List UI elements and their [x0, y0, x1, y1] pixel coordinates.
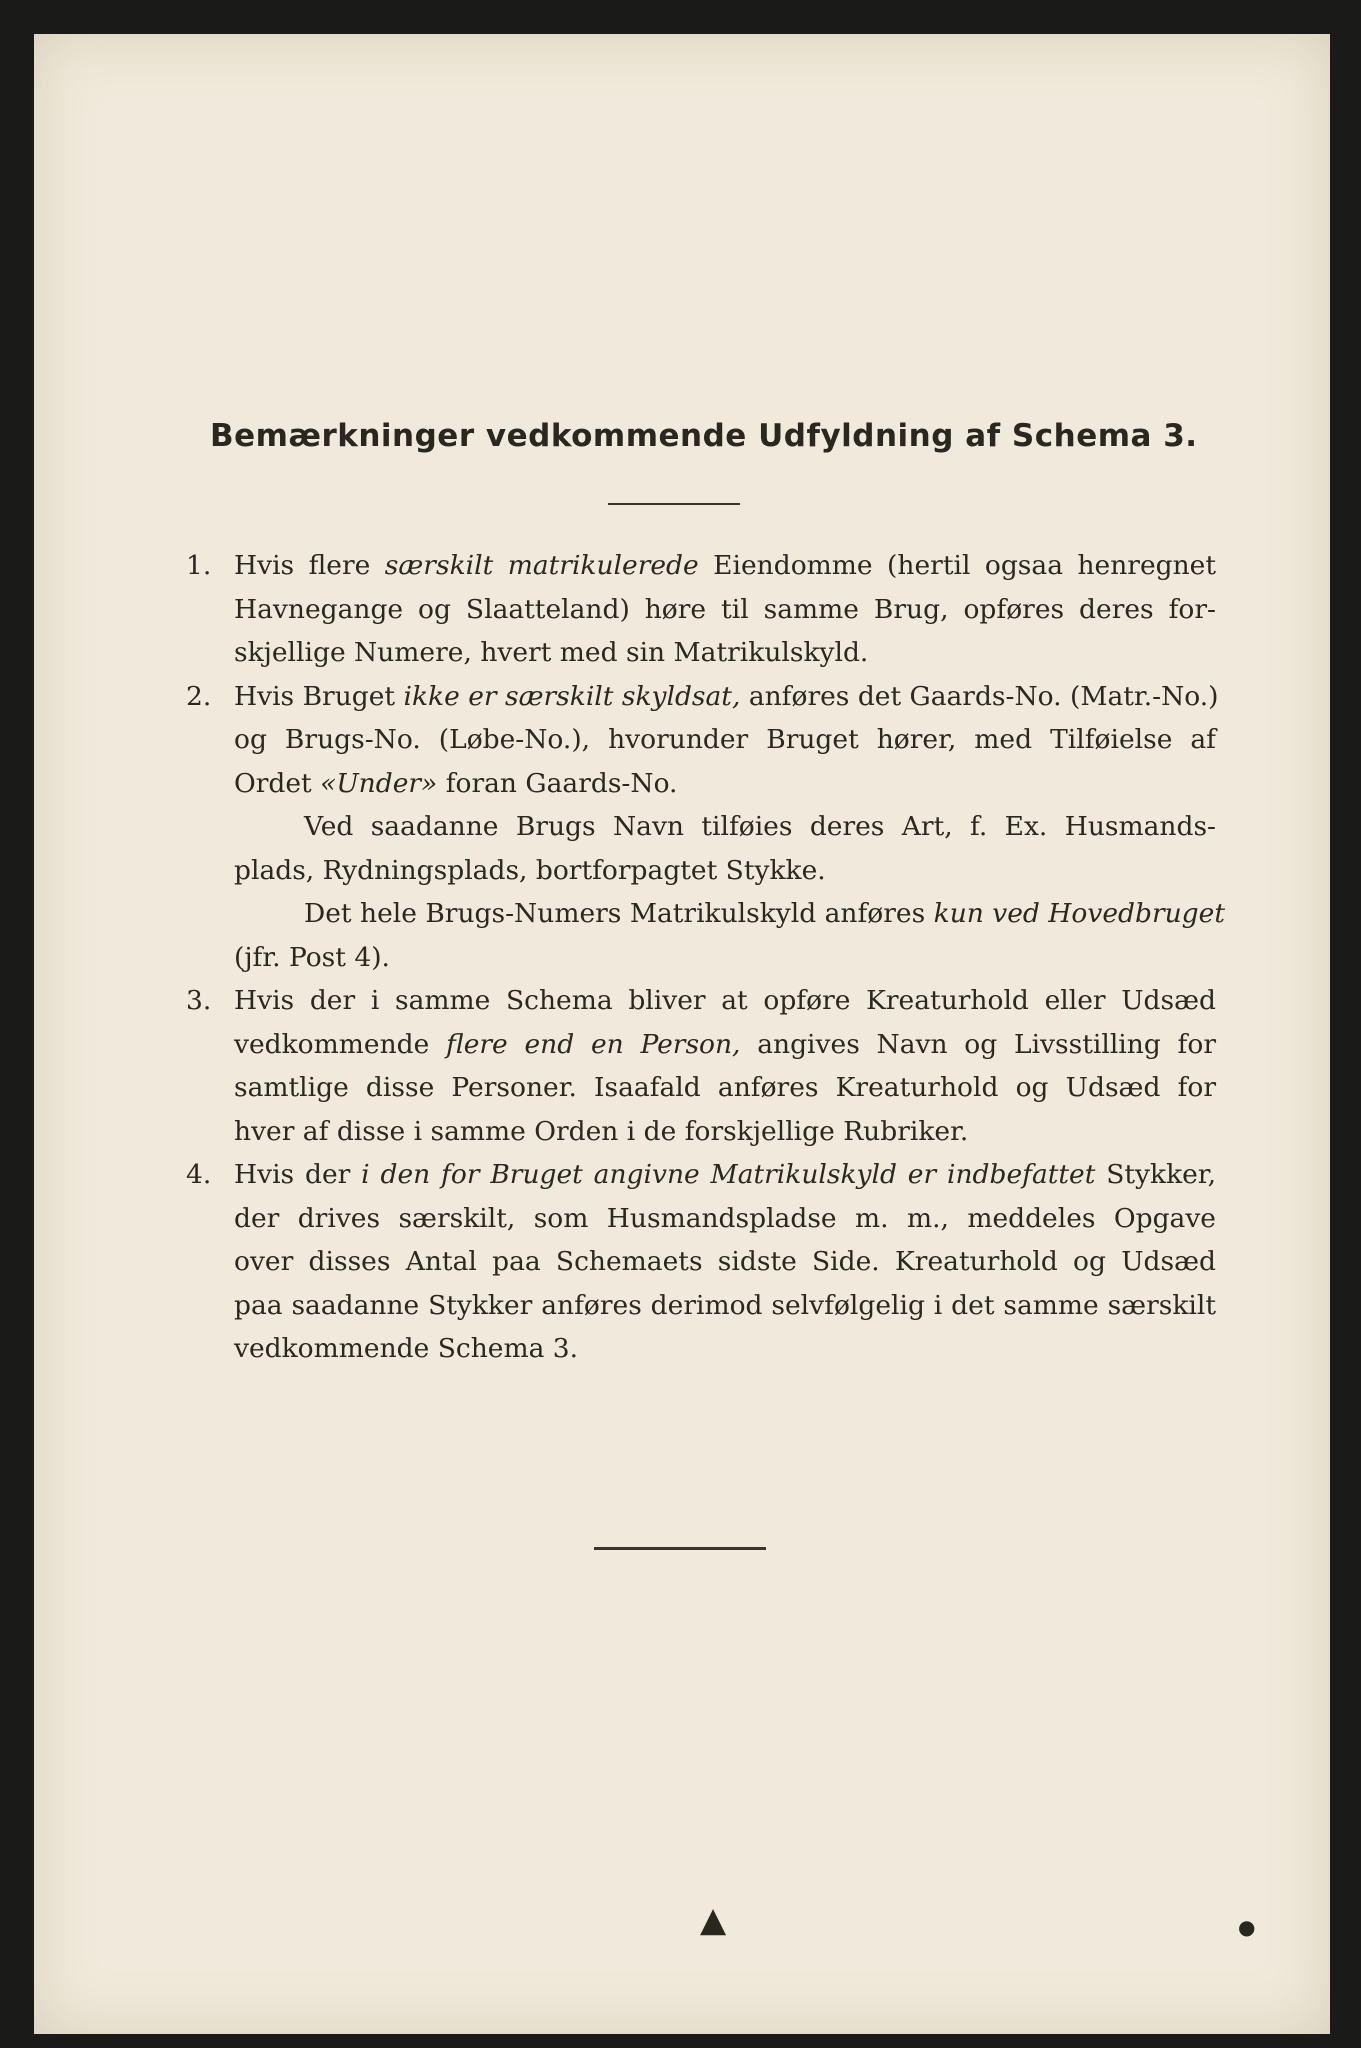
text-run: Hvis der [234, 1159, 362, 1190]
remark-number: 4. [186, 1159, 212, 1190]
text-line [234, 588, 1216, 632]
text-run: Hvis der i samme Schema bliver at opføre Kreaturhold eller Udsæd [234, 985, 1216, 1016]
text-line [234, 936, 1216, 980]
text-run: foran Gaards-No. [437, 767, 678, 799]
text-line [234, 805, 1216, 849]
remark-item [186, 544, 1216, 675]
remark-number: 2. [186, 680, 212, 712]
text-run: plads, Rydningsplads, bortforpagtet Stykke. [234, 854, 826, 886]
text-run: Stykker, [1095, 1159, 1216, 1190]
text-run: Hvis Bruget [234, 680, 404, 712]
text-run: vedkommende Schema 3. [234, 1333, 579, 1364]
remark-item [186, 979, 1216, 1153]
text-line [234, 544, 1216, 588]
text-run: over disses Antal paa Schemaets sidste Side. Kreaturhold og Udsæd [234, 1246, 1216, 1277]
text-run: Eiendomme (hertil ogsaa henregnet [698, 550, 1216, 581]
text-run: Det hele Brugs-Numers Matrikulskyld anføres [304, 898, 934, 929]
text-line [234, 1197, 1216, 1241]
remarks-body [186, 544, 1225, 1371]
emphasized-text: særskilt matrikulerede [384, 550, 699, 581]
remark-item [186, 675, 1225, 980]
emphasized-text: kun ved Hovedbruget [933, 898, 1225, 929]
text-run: Ved saadanne Brugs Navn tilføies deres Art, f. Ex. Husmands- [304, 811, 1216, 842]
ink-blot-mark: ▲ [700, 1900, 727, 1940]
text-line [234, 979, 1216, 1023]
text-run: Hvis flere [234, 550, 385, 581]
text-line [234, 1066, 1216, 1110]
text-line [234, 718, 1216, 762]
text-run: vedkommende [234, 1028, 447, 1060]
text-line [234, 1153, 1216, 1197]
end-divider [594, 1547, 766, 1550]
text-line [234, 892, 1225, 936]
emphasized-text: flere end en Person, [446, 1028, 741, 1060]
text-run: skjellige Numere, hvert med sin Matrikulskyld. [234, 637, 869, 668]
text-run: paa saadanne Stykker anføres derimod selvfølgelig i det samme særskilt [234, 1289, 1216, 1321]
text-line [234, 1110, 1216, 1154]
text-run: samtlige disse Personer. Isaafald anføres Kreaturhold og Udsæd for [234, 1072, 1216, 1103]
remark-number: 1. [186, 550, 212, 581]
text-run: Havnegange og Slaatteland) høre til samme Brug, opføres deres for- [234, 593, 1216, 625]
text-line [234, 1327, 1216, 1371]
text-line [234, 1284, 1216, 1328]
remark-item [186, 1153, 1216, 1371]
text-run: hver af disse i samme Orden i de forskjellige Rubriker. [234, 1115, 969, 1147]
page-title: Bemærkninger vedkommende Udfyldning af Schema 3. [210, 418, 1198, 454]
text-line [234, 675, 1219, 719]
emphasized-text: «Under» [320, 767, 438, 799]
text-run: angives Navn og Livsstilling for [740, 1028, 1216, 1060]
text-line [234, 631, 1216, 675]
text-line [234, 1240, 1216, 1284]
text-line [234, 762, 1216, 806]
emphasized-text: i den for Bruget angivne Matrikulskyld er indbefattet [361, 1159, 1096, 1190]
emphasized-text: ikke er særskilt skyldsat, [403, 680, 741, 712]
title-divider [608, 503, 740, 505]
text-line [234, 1023, 1216, 1067]
text-run: Ordet [234, 767, 321, 799]
text-run: og Brugs-No. (Løbe-No.), hvorunder Bruget hører, med Tilføielse af [234, 724, 1216, 755]
text-run: (jfr. Post 4). [234, 941, 390, 973]
text-line [234, 849, 1216, 893]
ink-dot-mark: ● [1238, 1915, 1256, 1939]
text-run: anføres det Gaards-No. (Matr.-No.) [740, 680, 1219, 712]
remark-number: 3. [186, 985, 212, 1016]
text-run: der drives særskilt, som Husmandspladse m. m., meddeles Opgave [234, 1202, 1216, 1234]
